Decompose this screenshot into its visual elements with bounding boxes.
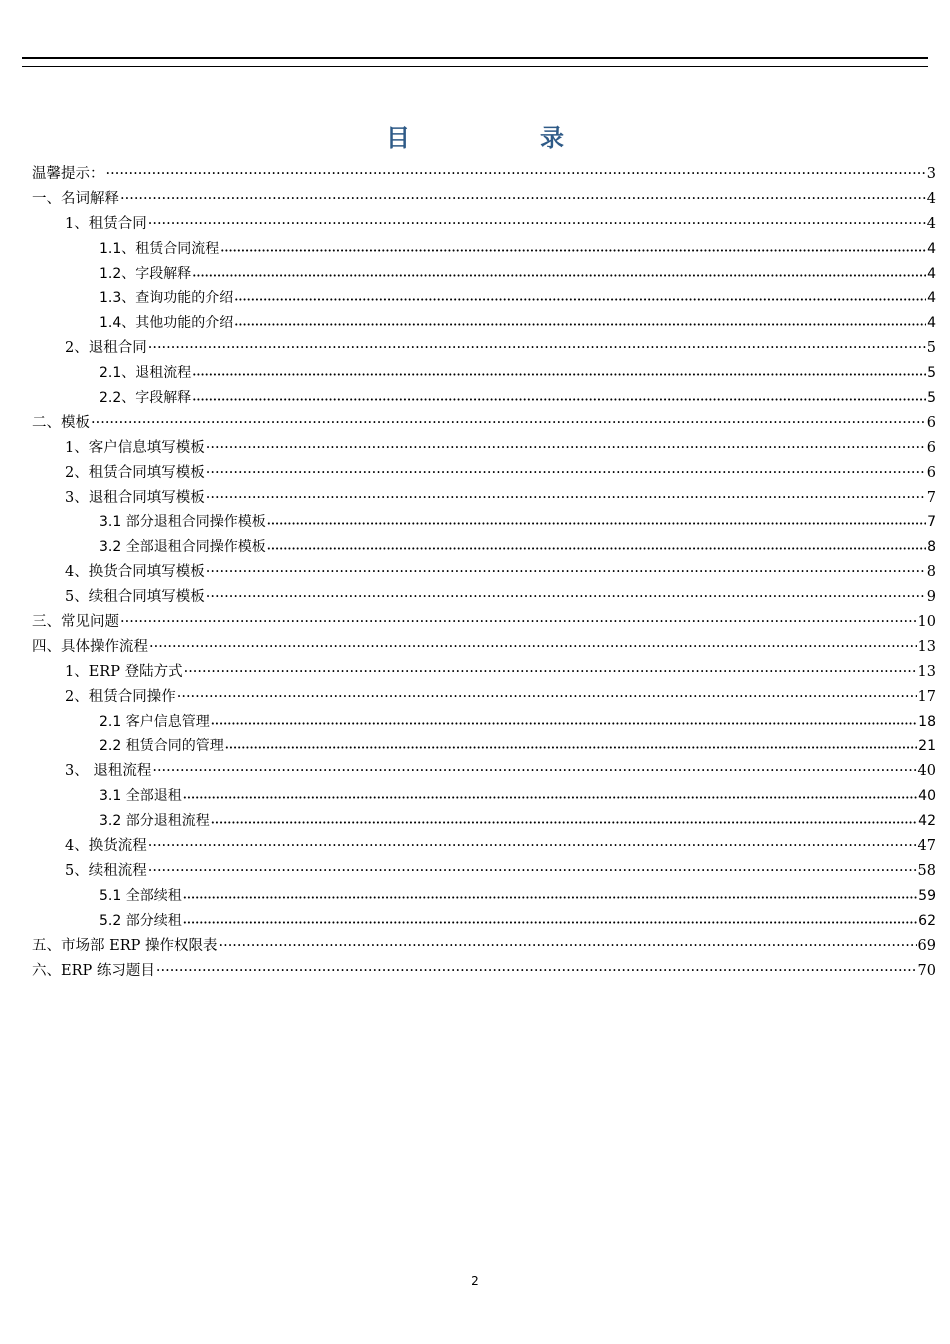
toc-title-char-2: 录 xyxy=(540,123,564,152)
toc-entry-page: 7 xyxy=(926,489,936,506)
toc-entry[interactable] xyxy=(32,311,936,336)
toc-entry[interactable] xyxy=(32,784,936,809)
toc-dot-leader xyxy=(267,535,926,562)
toc-dot-leader xyxy=(149,635,917,660)
toc-entry[interactable] xyxy=(32,436,936,461)
toc-entry-page: 58 xyxy=(917,862,936,879)
toc-dot-leader xyxy=(192,361,926,388)
toc-entry[interactable] xyxy=(32,336,936,361)
toc-dot-leader xyxy=(206,436,926,461)
toc-title-char-1: 目 xyxy=(386,123,410,152)
toc-entry-page: 4 xyxy=(927,265,936,282)
toc-entry[interactable] xyxy=(32,510,936,535)
toc-entry[interactable] xyxy=(32,809,936,834)
toc-entry-label: 2.1 客户信息管理 xyxy=(99,713,210,730)
toc-entry-page: 4 xyxy=(927,315,936,332)
toc-entry-label: 2、租赁合同操作 xyxy=(65,688,176,705)
toc-entry-page: 42 xyxy=(918,813,936,830)
page-number: 2 xyxy=(471,1274,479,1288)
toc-dot-leader xyxy=(192,262,926,289)
toc-dot-leader xyxy=(148,834,917,859)
toc-entry-page: 5 xyxy=(926,340,936,357)
toc-dot-leader xyxy=(211,809,917,836)
toc-entry[interactable] xyxy=(32,734,936,759)
toc-dot-leader xyxy=(234,311,926,338)
toc-entry-label: 3.1 全部退租 xyxy=(99,788,182,805)
toc-dot-leader xyxy=(183,884,917,911)
toc-entry-label: 3、 退租流程 xyxy=(65,763,152,780)
toc-dot-leader xyxy=(91,411,926,436)
toc-entry-label: 1.2、字段解释 xyxy=(99,265,192,282)
toc-entry-label: 1.3、查询功能的介绍 xyxy=(99,290,234,307)
toc-entry-page: 4 xyxy=(927,290,936,307)
toc-dot-leader xyxy=(148,859,917,884)
toc-dot-leader xyxy=(267,510,926,537)
toc-entry-page: 59 xyxy=(918,887,936,904)
toc-entry-label: 1.1、租赁合同流程 xyxy=(99,240,220,257)
toc-entry-label: 2、退租合同 xyxy=(65,340,147,357)
toc-entry-label: 2、租赁合同填写模板 xyxy=(65,464,205,481)
toc-entry[interactable] xyxy=(32,461,936,486)
toc-entry-page: 4 xyxy=(926,215,936,232)
toc-entry[interactable] xyxy=(32,585,936,610)
toc-entry-label: 三、常见问题 xyxy=(32,614,119,631)
toc-dot-leader xyxy=(152,759,916,784)
toc-entry-label: 2.2 租赁合同的管理 xyxy=(99,738,224,755)
toc-dot-leader xyxy=(183,784,917,811)
toc-entry-label: 一、名词解释 xyxy=(32,190,119,207)
toc-dot-leader xyxy=(220,237,926,264)
toc-entry[interactable] xyxy=(32,635,936,660)
toc-entry[interactable] xyxy=(32,361,936,386)
toc-entry-page: 17 xyxy=(917,688,936,705)
toc-dot-leader xyxy=(120,610,917,635)
toc-entry-page: 4 xyxy=(926,190,936,207)
toc-entry-label: 5.1 全部续租 xyxy=(99,887,182,904)
toc-entry[interactable] xyxy=(32,884,936,909)
toc-dot-leader xyxy=(206,585,926,610)
toc-entry-page: 5 xyxy=(927,390,936,407)
toc-entry-page: 70 xyxy=(917,962,936,979)
toc-entry-page: 40 xyxy=(918,788,936,805)
toc-entry-label: 3.2 全部退租合同操作模板 xyxy=(99,539,266,556)
toc-entry[interactable] xyxy=(32,610,936,635)
toc-entry-page: 10 xyxy=(917,614,936,631)
toc-dot-leader xyxy=(177,685,917,710)
toc-entry-label: 3、退租合同填写模板 xyxy=(65,489,205,506)
toc-entry-label: 温馨提示： xyxy=(32,166,105,182)
toc-entry-page: 69 xyxy=(917,937,936,954)
toc-entry[interactable] xyxy=(32,386,936,411)
toc-entry-label: 1.4、其他功能的介绍 xyxy=(99,315,234,332)
toc-entry-page: 4 xyxy=(927,240,936,257)
toc-entry-label: 五、市场部 ERP 操作权限表 xyxy=(32,937,218,954)
toc-entry[interactable] xyxy=(32,710,936,735)
toc-entry-page: 62 xyxy=(918,912,936,929)
toc-entry[interactable] xyxy=(32,162,936,187)
toc-entry-page: 8 xyxy=(926,564,936,581)
toc-entry-label: 3.1 部分退租合同操作模板 xyxy=(99,514,266,531)
toc-entry-page: 9 xyxy=(926,589,936,606)
toc-dot-leader xyxy=(156,959,917,984)
toc-entry[interactable] xyxy=(32,237,936,262)
header-rule-thin xyxy=(22,66,928,67)
toc-dot-leader xyxy=(218,934,916,959)
toc-entry[interactable] xyxy=(32,286,936,311)
toc-entry[interactable] xyxy=(32,834,936,859)
toc-entry-page: 8 xyxy=(927,539,936,556)
toc-dot-leader xyxy=(148,336,926,361)
toc-dot-leader xyxy=(211,710,917,737)
toc-entry-label: 四、具体操作流程 xyxy=(32,638,148,655)
toc-entry-label: 3.2 部分退租流程 xyxy=(99,813,210,830)
table-of-contents xyxy=(32,162,936,983)
toc-entry[interactable] xyxy=(32,560,936,585)
toc-entry-page: 13 xyxy=(917,663,936,680)
toc-entry[interactable] xyxy=(32,934,936,959)
toc-dot-leader xyxy=(106,162,926,187)
toc-entry-page: 6 xyxy=(926,439,936,456)
toc-entry-label: 5、续租流程 xyxy=(65,862,147,879)
toc-title xyxy=(0,118,950,153)
toc-entry[interactable] xyxy=(32,759,936,784)
toc-dot-leader xyxy=(183,909,917,936)
toc-entry[interactable] xyxy=(32,859,936,884)
toc-entry-label: 2.1、退租流程 xyxy=(99,365,192,382)
toc-entry[interactable] xyxy=(32,535,936,560)
toc-entry[interactable] xyxy=(32,187,936,212)
toc-entry-page: 6 xyxy=(926,464,936,481)
toc-entry-page: 5 xyxy=(927,365,936,382)
toc-dot-leader xyxy=(148,212,926,237)
toc-entry-label: 1、ERP 登陆方式 xyxy=(65,663,183,680)
toc-entry-page: 18 xyxy=(918,713,936,730)
toc-entry-label: 2.2、字段解释 xyxy=(99,390,192,407)
toc-entry-page: 40 xyxy=(917,763,936,780)
toc-entry-label: 二、模板 xyxy=(32,414,90,431)
toc-entry-label: 1、客户信息填写模板 xyxy=(65,439,205,456)
toc-entry[interactable] xyxy=(32,909,936,934)
toc-entry-label: 4、换货合同填写模板 xyxy=(65,564,205,581)
toc-entry-label: 5.2 部分续租 xyxy=(99,912,182,929)
toc-entry-page: 3 xyxy=(926,166,936,182)
toc-entry[interactable] xyxy=(32,660,936,685)
toc-entry[interactable] xyxy=(32,486,936,511)
toc-entry-page: 21 xyxy=(918,738,936,755)
toc-dot-leader xyxy=(206,560,926,585)
toc-entry-page: 6 xyxy=(926,414,936,431)
toc-dot-leader xyxy=(192,386,926,413)
toc-dot-leader xyxy=(234,286,926,313)
toc-entry[interactable] xyxy=(32,262,936,287)
toc-entry-label: 六、ERP 练习题目 xyxy=(32,962,155,979)
toc-entry[interactable] xyxy=(32,212,936,237)
toc-dot-leader xyxy=(206,486,926,511)
toc-entry-label: 5、续租合同填写模板 xyxy=(65,589,205,606)
toc-entry-page: 47 xyxy=(917,838,936,855)
toc-entry-page: 13 xyxy=(917,638,936,655)
toc-dot-leader xyxy=(206,461,926,486)
header-rule-thick xyxy=(22,57,928,59)
toc-dot-leader xyxy=(225,734,917,761)
toc-entry-page: 7 xyxy=(927,514,936,531)
toc-entry-label: 1、租赁合同 xyxy=(65,215,147,232)
toc-dot-leader xyxy=(120,187,926,212)
toc-entry[interactable] xyxy=(32,411,936,436)
toc-entry-label: 4、换货流程 xyxy=(65,838,147,855)
toc-entry[interactable] xyxy=(32,959,936,984)
toc-entry[interactable] xyxy=(32,685,936,710)
toc-dot-leader xyxy=(184,660,917,685)
